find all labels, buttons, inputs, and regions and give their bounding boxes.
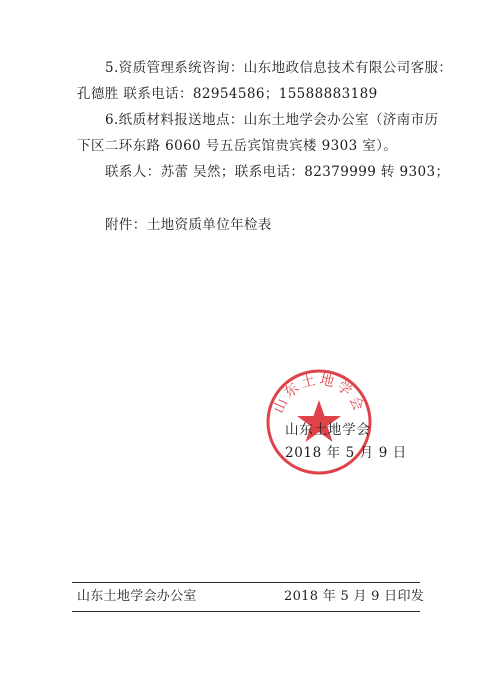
- footer-issuer: 山东土地学会办公室: [77, 589, 197, 604]
- signature-org: 山东土地学会: [285, 422, 371, 438]
- signature-date: 2018 年 5 月 9 日: [285, 445, 407, 461]
- seal-ring-text: 山东土地学会: [270, 371, 368, 416]
- footer-top-rule: [72, 582, 420, 583]
- attachment-line: 附件：土地资质单位年检表: [105, 217, 272, 233]
- submission-address-cont-line: 下区二环东路 6060 号五岳宾馆贵宾楼 9303 室）。: [77, 138, 398, 154]
- footer-bottom-rule: [72, 611, 420, 612]
- consult-phone-line: 孔德胜 联系电话：82954586；15588883189: [77, 86, 378, 102]
- consult-contact-line: 5.资质管理系统咨询：山东地政信息技术有限公司客服：: [105, 60, 453, 76]
- footer-print-date: 2018 年 5 月 9 日印发: [284, 589, 425, 604]
- submission-address-line: 6.纸质材料报送地点：山东土地学会办公室（济南市历: [105, 112, 439, 128]
- contact-person-line: 联系人：苏蕾 吴然；联系电话：82379999 转 9303；: [105, 164, 450, 180]
